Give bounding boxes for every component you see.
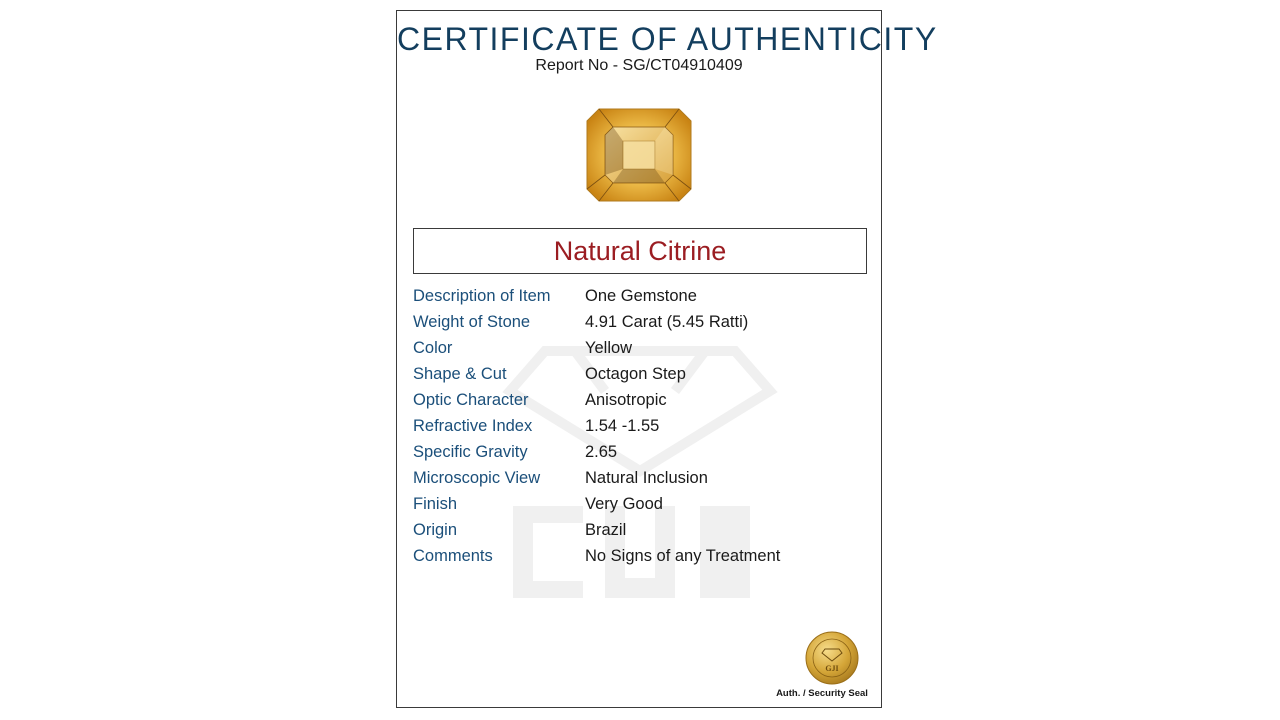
detail-label: Finish xyxy=(413,495,458,513)
seal-label: Auth. / Security Seal xyxy=(776,688,868,699)
detail-row xyxy=(413,465,863,491)
detail-row xyxy=(413,283,863,309)
detail-row xyxy=(413,517,863,543)
detail-value: One Gemstone xyxy=(585,287,697,305)
detail-value: Yellow xyxy=(585,339,633,357)
detail-row xyxy=(413,439,863,465)
detail-label: Weight of Stone xyxy=(413,313,531,331)
security-seal-icon xyxy=(805,631,859,685)
detail-label: Color xyxy=(413,339,453,357)
details-table xyxy=(413,283,863,569)
detail-label: Specific Gravity xyxy=(413,443,528,461)
detail-value: No Signs of any Treatment xyxy=(585,547,781,565)
certificate-card xyxy=(396,10,938,708)
detail-row xyxy=(413,491,863,517)
detail-label: Microscopic View xyxy=(413,469,541,487)
svg-text:GJI: GJI xyxy=(825,664,839,673)
detail-label: Optic Character xyxy=(413,391,529,409)
detail-value: Anisotropic xyxy=(585,391,667,409)
detail-row xyxy=(413,413,863,439)
detail-row xyxy=(413,387,863,413)
gemstone-image xyxy=(583,105,695,205)
detail-value: Octagon Step xyxy=(585,365,686,383)
detail-value: 1.54 -1.55 xyxy=(585,417,660,435)
stone-name-box: Natural Citrine xyxy=(413,228,867,274)
detail-label: Shape & Cut xyxy=(413,365,507,383)
detail-label: Comments xyxy=(413,547,493,565)
detail-row xyxy=(413,543,863,569)
certificate-title: CERTIFICATE OF AUTHENTICITY xyxy=(397,21,938,57)
detail-value: Brazil xyxy=(585,521,627,539)
detail-label: Refractive Index xyxy=(413,417,533,435)
detail-label: Origin xyxy=(413,521,458,539)
report-number: Report No - SG/CT04910409 xyxy=(535,57,743,74)
detail-value: Natural Inclusion xyxy=(585,469,708,487)
detail-row xyxy=(413,361,863,387)
detail-label: Description of Item xyxy=(413,287,551,305)
detail-row xyxy=(413,335,863,361)
detail-value: 2.65 xyxy=(585,443,618,461)
detail-value: 4.91 Carat (5.45 Ratti) xyxy=(585,313,749,331)
detail-value: Very Good xyxy=(585,495,663,513)
detail-row xyxy=(413,309,863,335)
